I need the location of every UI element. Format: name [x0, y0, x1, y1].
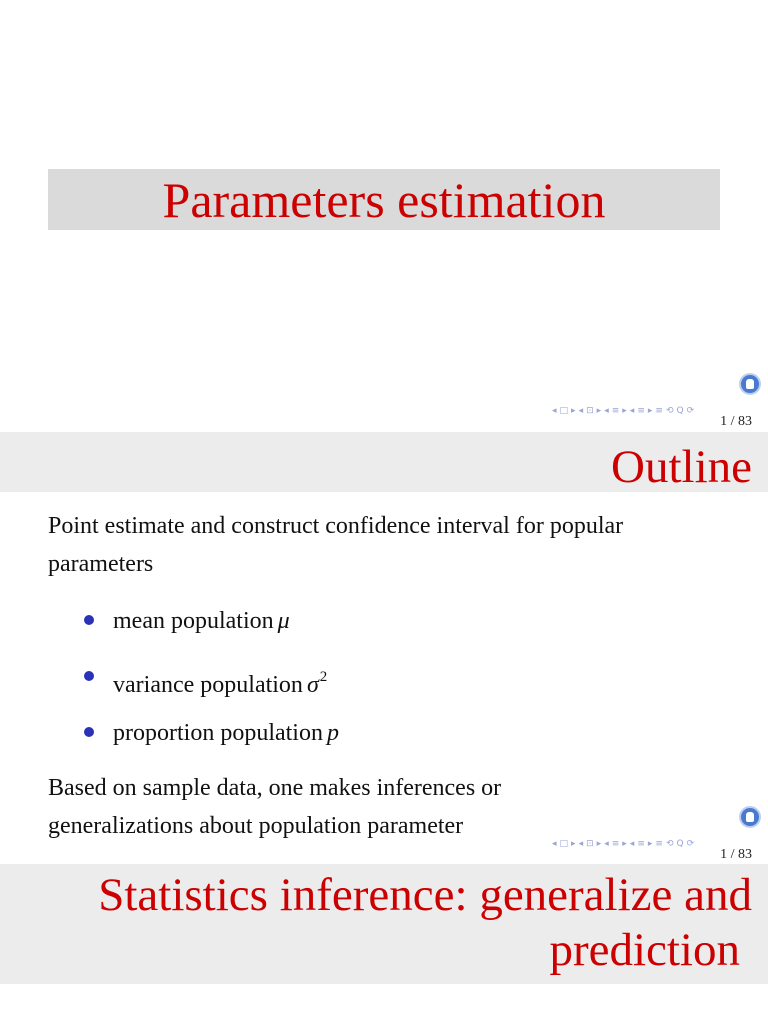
nav-frame-icon[interactable]: □ — [559, 839, 569, 849]
slide2-intro: Point estimate and construct confidence interval for popular parameters — [48, 513, 624, 577]
bullet-item-proportion: proportion population p — [113, 720, 339, 746]
nav-prev-icon[interactable]: ◂ — [604, 406, 609, 416]
nav-prev-icon[interactable]: ◂ — [552, 839, 557, 849]
university-logo-icon — [739, 806, 761, 828]
nav-section-icon[interactable]: ≡ — [611, 406, 620, 416]
nav-next-icon[interactable]: ▸ — [647, 406, 653, 416]
nav-next-icon[interactable]: ▸ — [596, 406, 602, 416]
slide2-page-number: 1 / 83 — [720, 847, 752, 862]
nav-section-icon[interactable]: ≡ — [637, 839, 645, 849]
nav-prev-icon[interactable]: ◂ — [604, 839, 609, 849]
nav-section-icon[interactable]: ≡ — [637, 406, 645, 416]
nav-next-icon[interactable]: ▸ — [596, 839, 602, 849]
nav-forward-icon[interactable]: ⟳ — [686, 406, 695, 416]
slide2-title: Outline — [611, 441, 752, 493]
nav-next-icon[interactable]: ▸ — [571, 406, 576, 416]
beamer-navigation-bar[interactable] — [552, 400, 764, 414]
nav-next-icon[interactable]: ▸ — [571, 839, 576, 849]
slide2-closing: Based on sample data, one makes inferences or generalizations about population parameter — [48, 775, 502, 839]
slide3-title — [12, 868, 752, 978]
nav-frame-icon[interactable]: □ — [559, 406, 569, 416]
beamer-navigation-bar[interactable] — [552, 833, 764, 847]
nav-next-icon[interactable]: ▸ — [622, 839, 627, 849]
nav-prev-icon[interactable]: ◂ — [578, 839, 584, 849]
slide1-page-number: 1 / 83 — [720, 414, 752, 429]
nav-align-icon[interactable]: ≡ — [655, 839, 663, 849]
bullet-item-mean: mean population μ — [113, 608, 290, 634]
slide1-title: Parameters estimation — [162, 172, 606, 228]
nav-section-icon[interactable]: ≡ — [611, 839, 620, 849]
nav-prev-icon[interactable]: ◂ — [629, 839, 635, 849]
nav-search-icon[interactable]: Q — [676, 839, 684, 849]
nav-align-icon[interactable]: ≡ — [655, 406, 663, 416]
nav-search-icon[interactable]: Q — [676, 406, 684, 416]
slide3-title-line2: prediction — [549, 924, 740, 976]
nav-next-icon[interactable]: ▸ — [622, 406, 627, 416]
nav-prev-icon[interactable]: ◂ — [629, 406, 635, 416]
nav-subsection-icon[interactable]: ⊡ — [586, 839, 594, 849]
nav-back-icon[interactable]: ⟲ — [665, 839, 674, 849]
bullet-icon — [84, 727, 94, 737]
nav-subsection-icon[interactable]: ⊡ — [586, 406, 594, 416]
slide3-title-line1: Statistics inference: generalize and — [98, 869, 752, 921]
nav-back-icon[interactable]: ⟲ — [665, 406, 674, 416]
bullet-icon — [84, 671, 94, 681]
university-logo-icon — [739, 373, 761, 395]
nav-forward-icon[interactable]: ⟳ — [686, 839, 695, 849]
nav-prev-icon[interactable]: ◂ — [552, 406, 557, 416]
bullet-icon — [84, 615, 94, 625]
bullet-item-variance: variance population $\sigma^2$ — [113, 669, 328, 698]
nav-next-icon[interactable]: ▸ — [647, 839, 653, 849]
nav-prev-icon[interactable]: ◂ — [578, 406, 584, 416]
